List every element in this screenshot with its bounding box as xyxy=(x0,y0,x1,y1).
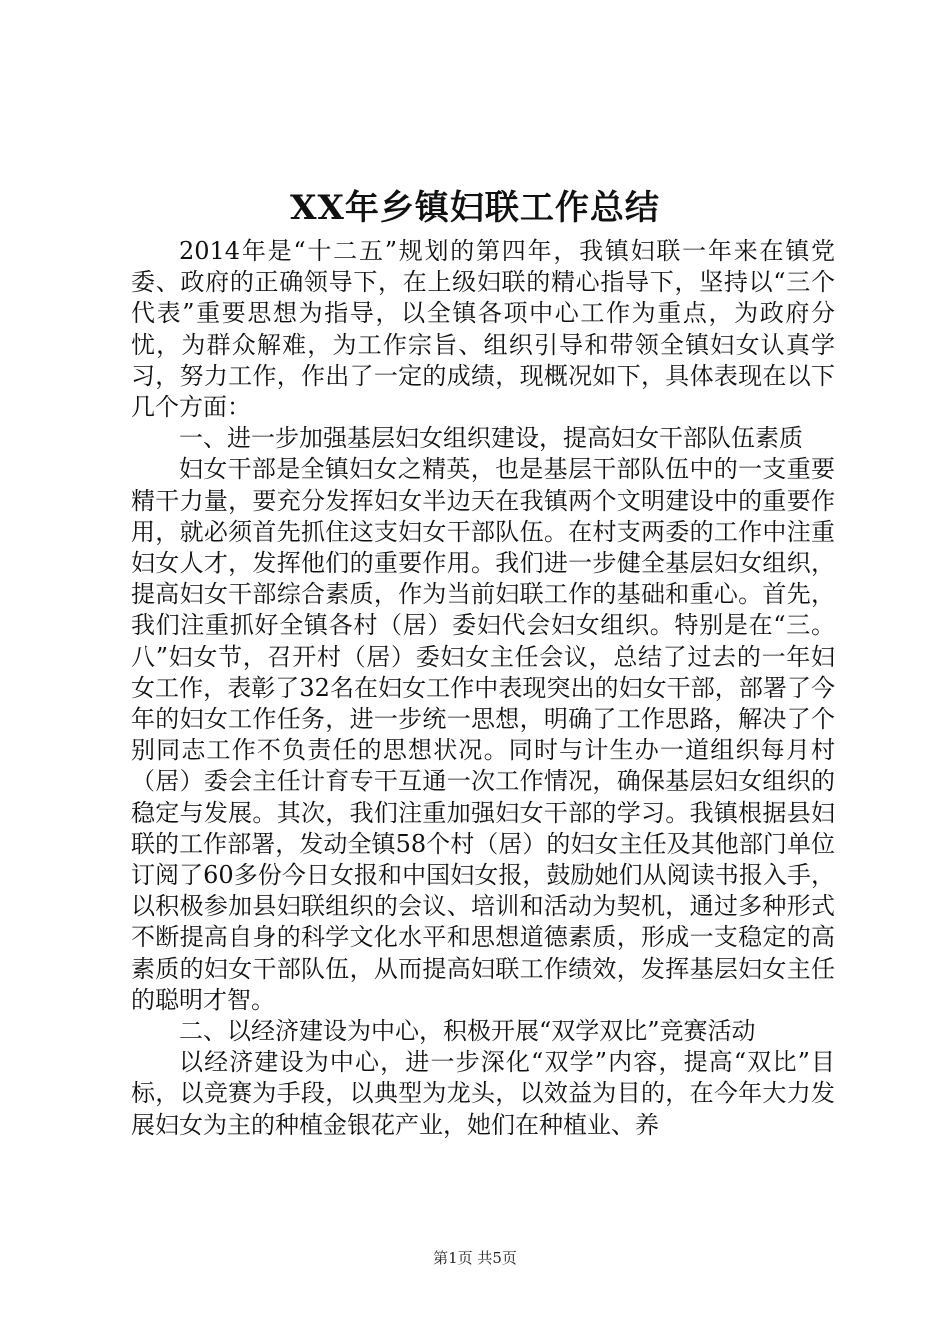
section-heading-2: 二、以经济建设为中心，积极开展“双学双比”竞赛活动 xyxy=(179,1017,756,1046)
document-body xyxy=(131,236,835,1141)
section-heading-1: 一、进一步加强基层妇女组织建设，提高妇女干部队伍素质 xyxy=(179,424,803,453)
page-footer: 第1页 共5页 xyxy=(433,1249,517,1267)
section-1-paragraph: 妇女干部是全镇妇女之精英，也是基层干部队伍中的一支重要精干力量，要充分发挥妇女半边天在我镇两个文明建设中的重要作用，就必须首先抓住这支妇女干部队伍。在村支两委的工作中注重妇女人才，发挥他们的重要作用。我们进一步健全基层妇女组织，提高妇女干部综合素质，作为当前妇联工作的基础和重心。首先，我们注重抓好全镇各村（居）委妇代会妇女组织。特别是在“三。八”妇女节，召开村（居）委妇女主任会议，总结了过去的一年妇女工作，表彰了32名在妇女工作中表现突出的妇女干部，部署了今年的妇女工作任务，进一步统一思想，明确了工作思路，解决了个别同志工作不负责任的思想状况。同时与计生办一道组织每月村（居）委会主任计育专干互通一次工作情况，确保基层妇女组织的稳定与发展。其次，我们注重加强妇女干部的学习。我镇根据县妇联的工作部署，发动全镇58个村（居）的妇女主任及其他部门单位订阅了60多份今日女报和中国妇女报，鼓励她们从阅读书报入手，以积极参加县妇联组织的会议、培训和活动为契机，通过多种形式不断提高自身的科学文化水平和思想道德素质，形成一支稳定的高素质的妇女干部队伍，从而提高妇联工作绩效，发挥基层妇女主任的聪明才智。 xyxy=(131,455,835,1014)
section-2-paragraph: 以经济建设为中心，进一步深化“双学”内容，提高“双比”目标，以竞赛为手段，以典型为龙头，以效益为目的，在今年大力发展妇女为主的种植金银花产业，她们在种植业、养 xyxy=(131,1048,835,1139)
document-title: XX年乡镇妇联工作总结 xyxy=(290,188,660,228)
intro-paragraph: 2014年是“十二五”规划的第四年，我镇妇联一年来在镇党委、政府的正确领导下，在上级妇联的精心指导下，坚持以“三个代表”重要思想为指导，以全镇各项中心工作为重点，为政府分忧，为群众解难，为工作宗旨、组织引导和带领全镇妇女认真学习，努力工作，作出了一定的成绩，现概况如下，具体表现在以下几个方面： xyxy=(131,237,835,422)
